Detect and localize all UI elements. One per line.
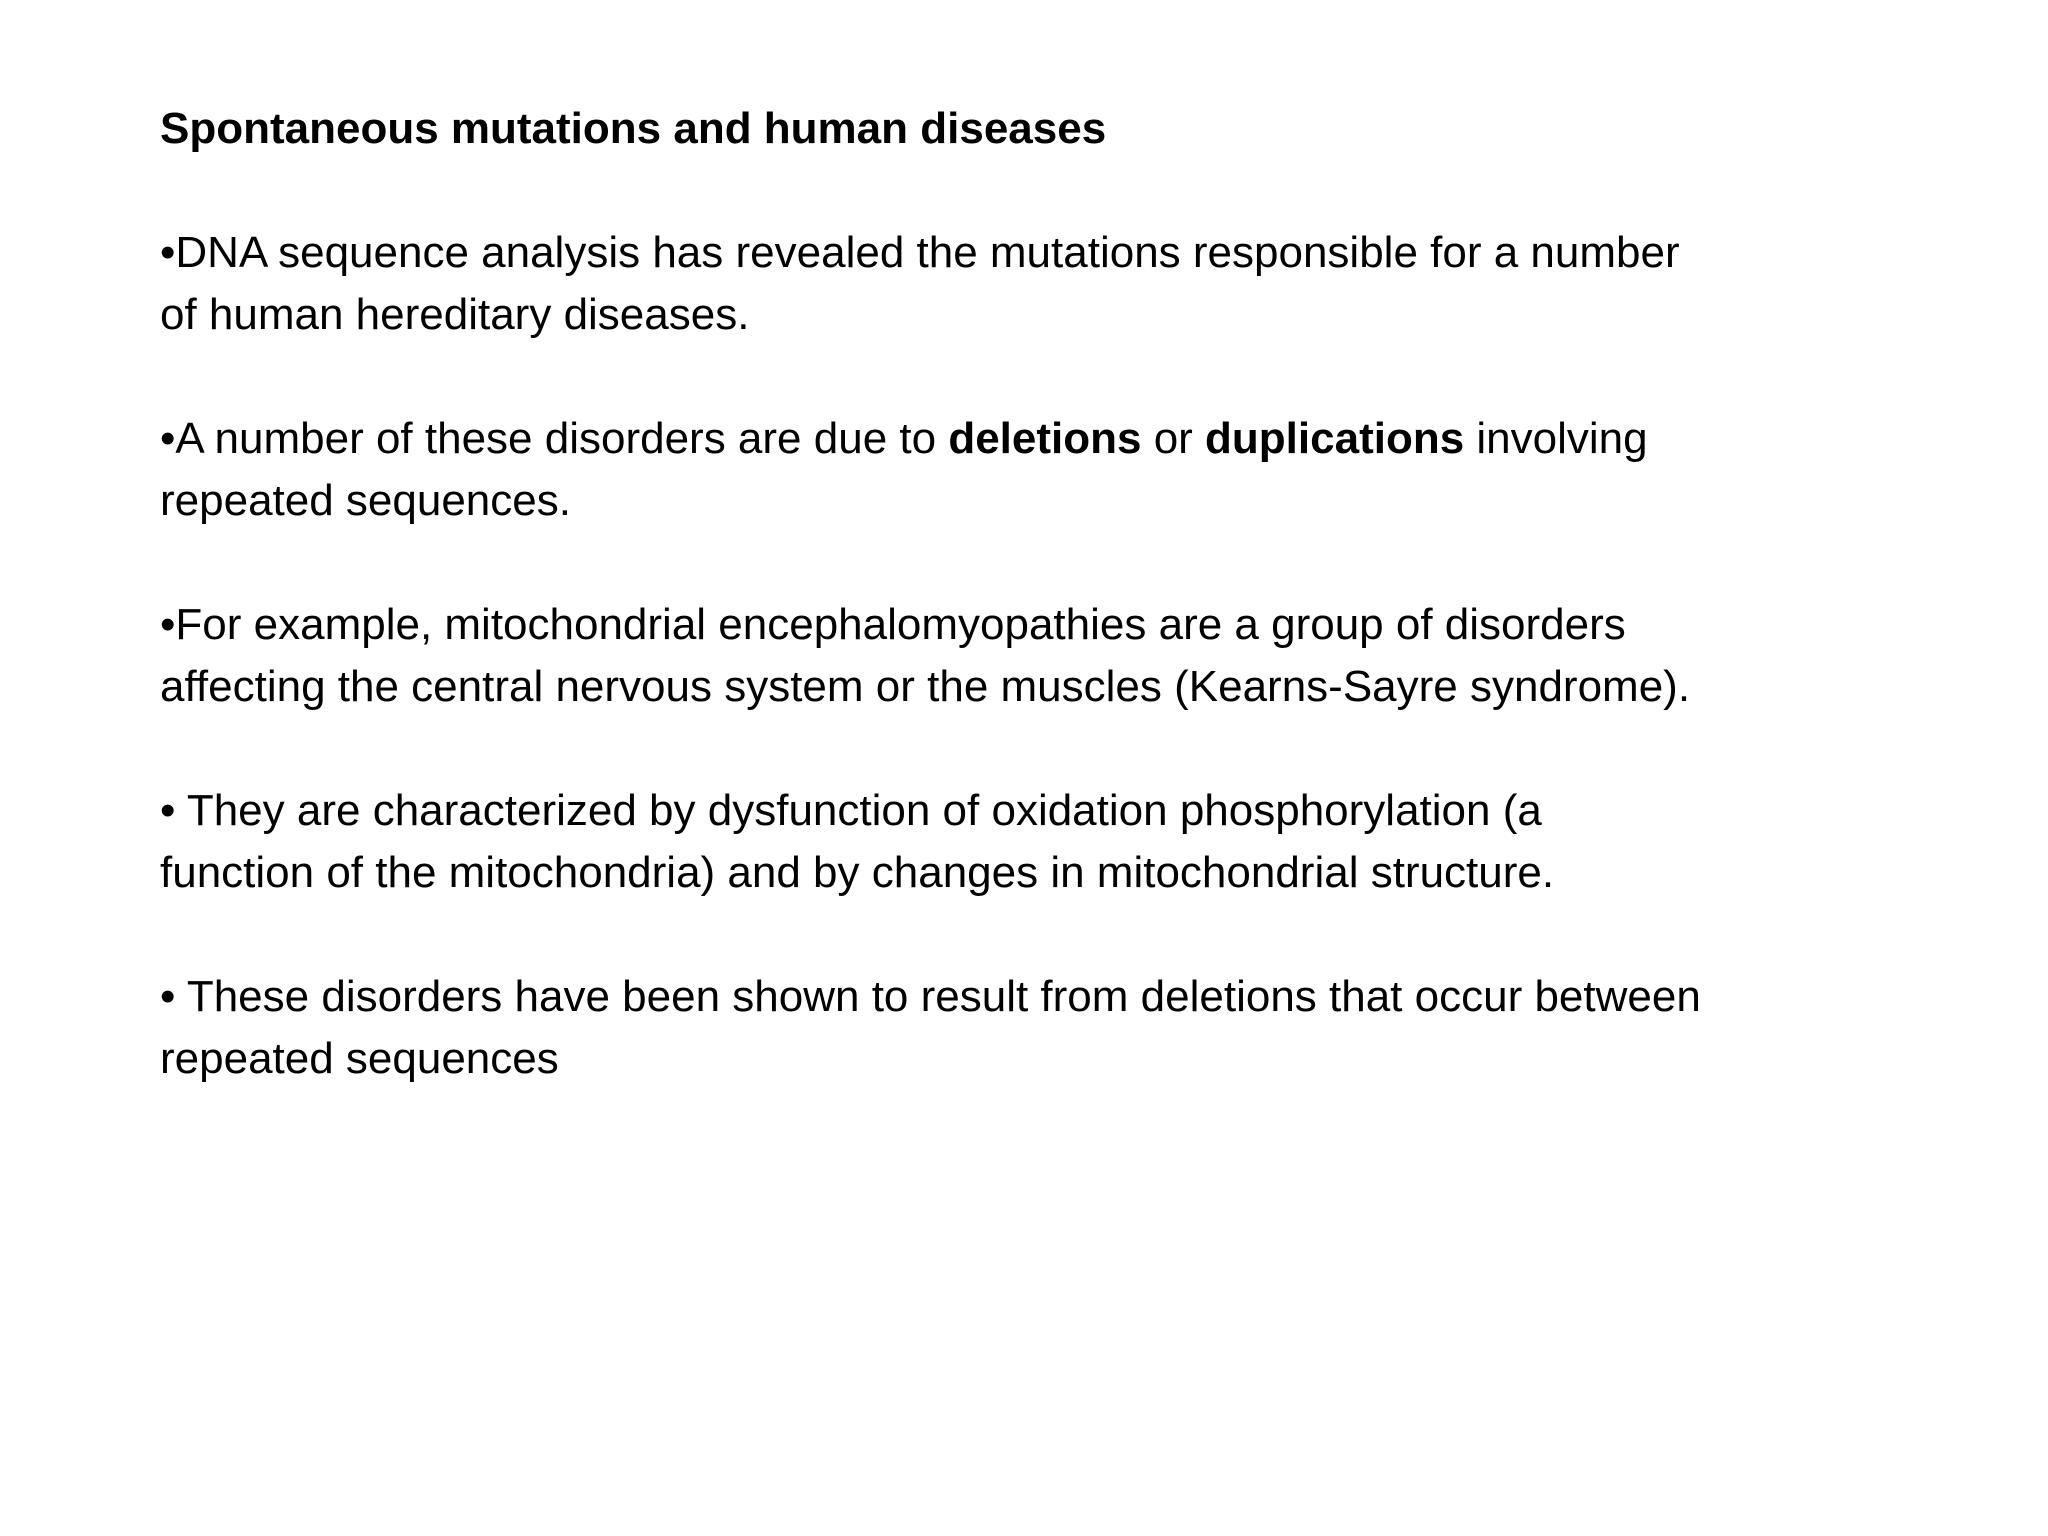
slide-title: Spontaneous mutations and human diseases — [160, 104, 1107, 153]
bullet-2-text-mid: or — [1141, 414, 1206, 463]
bullet-2-text-end: involving — [1464, 414, 1648, 463]
bold-term-duplications: duplications — [1205, 414, 1465, 463]
bullet-2-line-1 — [160, 408, 1940, 470]
bullet-3 — [160, 594, 1940, 718]
bullet-5-line-2: repeated sequences — [160, 1034, 559, 1083]
bullet-2-text-start: •A number of these disorders are due to — [160, 414, 949, 463]
bullet-4 — [160, 780, 1940, 904]
bullet-2 — [160, 408, 1940, 532]
bullet-2-line-2: repeated sequences. — [160, 476, 571, 525]
bullet-4-line-2: function of the mitochondria) and by changes in mitochondrial structure. — [160, 848, 1555, 897]
bullet-5-line-1: • These disorders have been shown to result from deletions that occur between — [160, 972, 1701, 1021]
bullet-4-line-1: • They are characterized by dysfunction of oxidation phosphorylation (a — [160, 786, 1542, 835]
bullet-1-line-1: •DNA sequence analysis has revealed the mutations responsible for a number — [160, 228, 1680, 277]
bold-term-deletions: deletions — [948, 414, 1142, 463]
bullet-3-line-2: affecting the central nervous system or the muscles (Kearns-Sayre syndrome). — [160, 662, 1691, 711]
bullet-1-line-2: of human hereditary diseases. — [160, 290, 750, 339]
bullet-5 — [160, 966, 1940, 1090]
slide-content — [160, 98, 1940, 1152]
bullet-1 — [160, 222, 1940, 346]
bullet-3-line-1: •For example, mitochondrial encephalomyopathies are a group of disorders — [160, 600, 1626, 649]
